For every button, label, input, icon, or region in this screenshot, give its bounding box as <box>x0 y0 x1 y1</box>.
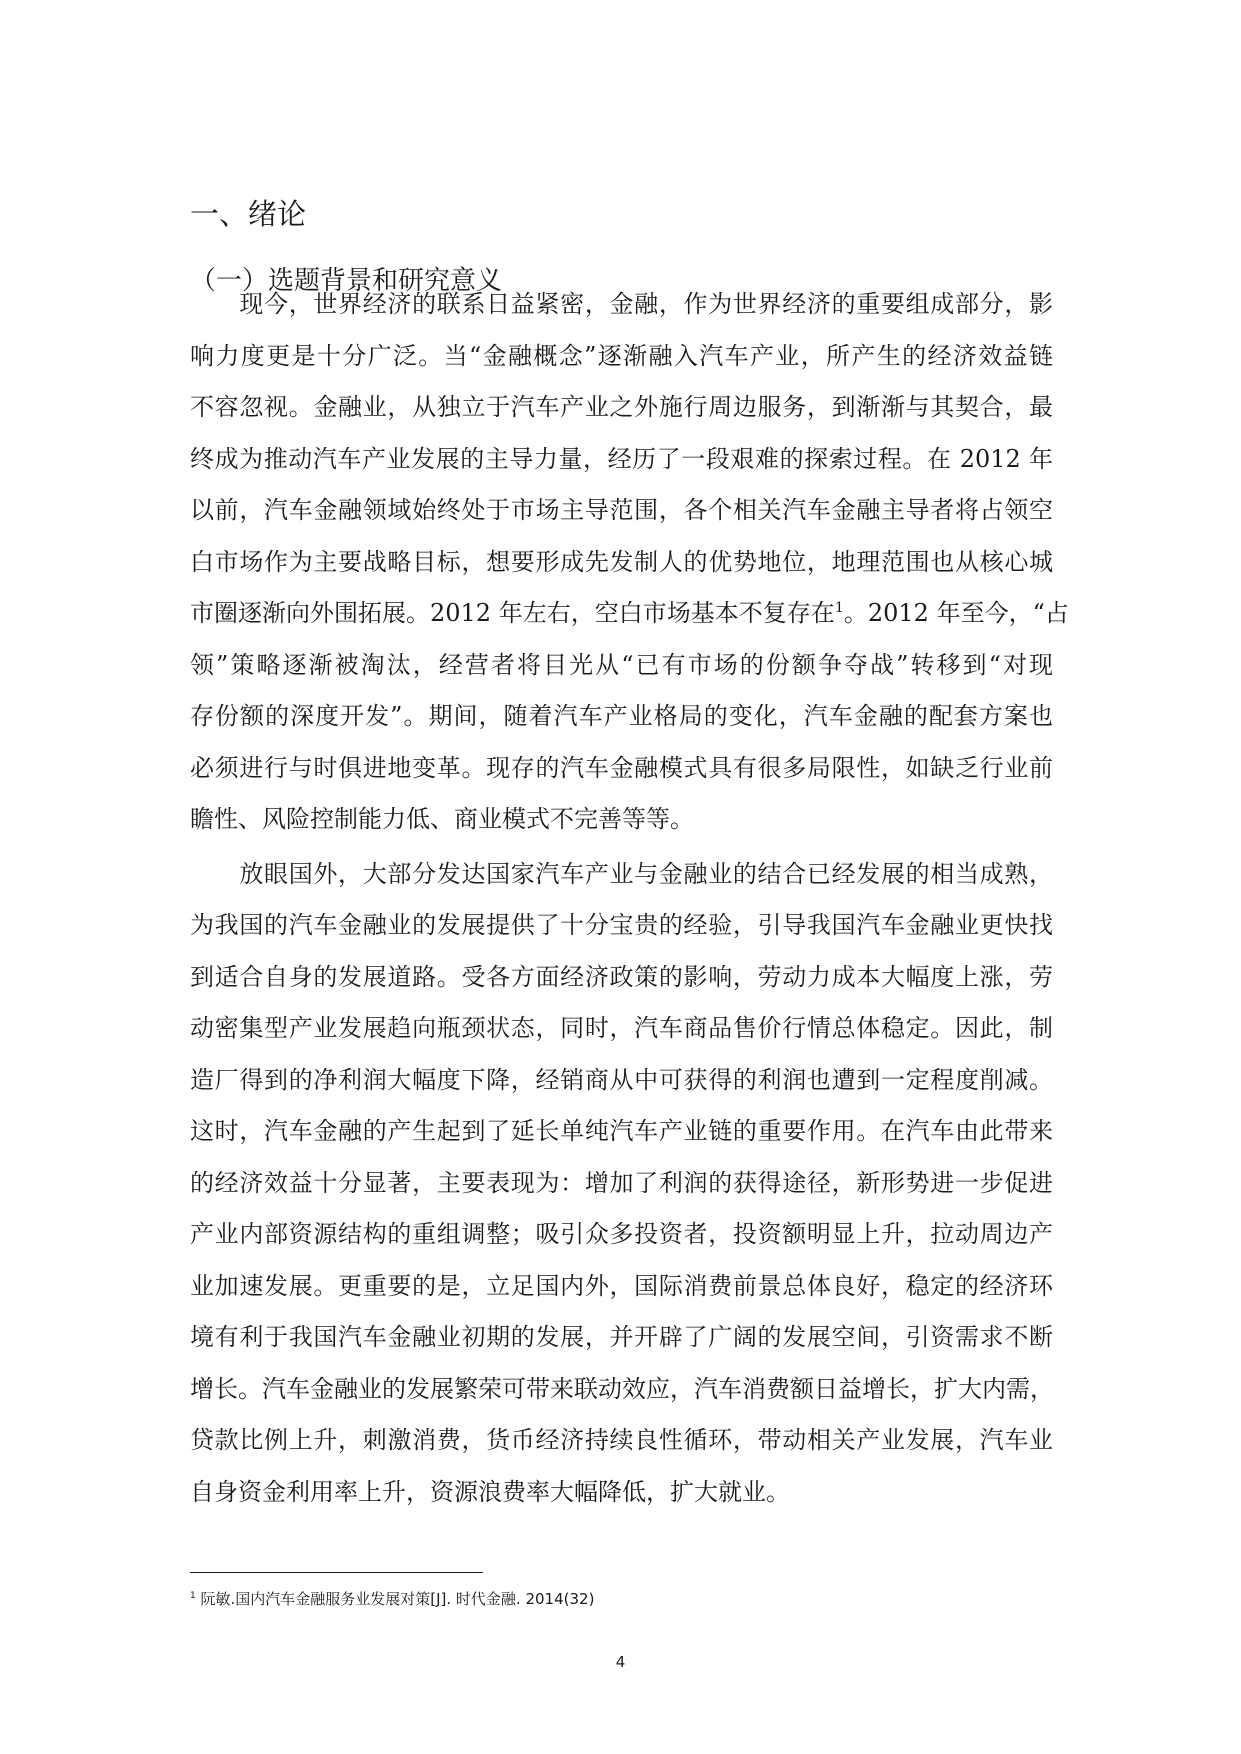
text-line: 增长。汽车金融业的发展繁荣可带来联动效应，汽车消费额日益增长，扩大内需， <box>190 1374 1054 1403</box>
text-line: 现今，世界经济的联系日益紧密，金融，作为世界经济的重要组成部分，影 <box>190 290 1053 318</box>
text-line: 境有利于我国汽车金融业初期的发展，并开辟了广阔的发展空间，引资需求不断 <box>190 1323 1053 1351</box>
text-line: 动密集型产业发展趋向瓶颈状态，同时，汽车商品售价行情总体稳定。因此，制 <box>190 1014 1053 1042</box>
text-segment: 。2012 年至今，“占 <box>843 599 1069 627</box>
text-line: 白市场作为主要战略目标，想要形成先发制人的优势地位，地理范围也从核心城 <box>190 547 1053 576</box>
text-line <box>190 595 1069 631</box>
text-line: 这时，汽车金融的产生起到了延长单纯汽车产业链的重要作用。在汽车由此带来 <box>190 1117 1053 1145</box>
text-line: 造厂得到的净利润大幅度下降，经销商从中可获得的利润也遭到一定程度削减。 <box>190 1065 1053 1094</box>
text-line: 不容忽视。金融业，从独立于汽车产业之外施行周边服务，到渐渐与其契合，最 <box>190 393 1053 421</box>
footnote-text: 阮敏.国内汽车金融服务业发展对策[J]. 时代金融. 2014(32) <box>195 1590 595 1608</box>
text-line: 以前，汽车金融领域始终处于市场主导范围，各个相关汽车金融主导者将占领空 <box>190 496 1053 524</box>
text-line: 业加速发展。更重要的是，立足国内外，国际消费前景总体良好，稳定的经济环 <box>190 1271 1053 1300</box>
section-heading: （一）选题背景和研究意义 <box>190 266 503 296</box>
footnote-divider <box>190 1572 483 1573</box>
text-line: 到适合自身的发展道路。受各方面经济政策的影响，劳动力成本大幅度上涨，劳 <box>190 962 1053 991</box>
text-line: 存份额的深度开发”。期间，随着汽车产业格局的变化，汽车金融的配套方案也 <box>190 702 1053 730</box>
text-line: 为我国的汽车金融业的发展提供了十分宝贵的经验，引导我国汽车金融业更快找 <box>190 911 1053 939</box>
text-line: 领”策略逐渐被淘汰，经营者将目光从“已有市场的份额争夺战”转移到“对现 <box>190 650 1053 679</box>
text-line: 终成为推动汽车产业发展的主导力量，经历了一段艰难的探索过程。在 2012 年 <box>190 444 1053 473</box>
footnote-marker: 1 <box>190 1591 196 1601</box>
text-line: 自身资金利用率上升，资源浪费率大幅降低，扩大就业。 <box>190 1477 790 1506</box>
text-line: 瞻性、风险控制能力低、商业模式不完善等等。 <box>190 805 694 833</box>
text-line: 必须进行与时俱进地变革。现存的汽车金融模式具有很多局限性，如缺乏行业前 <box>190 753 1053 782</box>
text-line: 的经济效益十分显著，主要表现为：增加了利润的获得途径，新形势进一步促进 <box>190 1168 1053 1197</box>
page-number: 4 <box>615 1653 626 1671</box>
text-segment: 市圈逐渐向外围拓展。2012 年左右，空白市场基本不复存在 <box>190 599 835 627</box>
text-line: 贷款比例上升，刺激消费，货币经济持续良性循环，带动相关产业发展，汽车业 <box>190 1426 1053 1454</box>
text-line: 产业内部资源结构的重组调整；吸引众多投资者，投资额明显上升，拉动周边产 <box>190 1220 1053 1248</box>
footnote <box>190 1588 594 1610</box>
text-line: 响力度更是十分广泛。当“金融概念”逐渐融入汽车产业，所产生的经济效益链 <box>190 341 1053 370</box>
chapter-heading: 一、绪论 <box>190 197 307 231</box>
footnote-reference: 1 <box>834 600 844 616</box>
text-line: 放眼国外，大部分发达国家汽车产业与金融业的结合已经发展的相当成熟， <box>190 859 1053 888</box>
